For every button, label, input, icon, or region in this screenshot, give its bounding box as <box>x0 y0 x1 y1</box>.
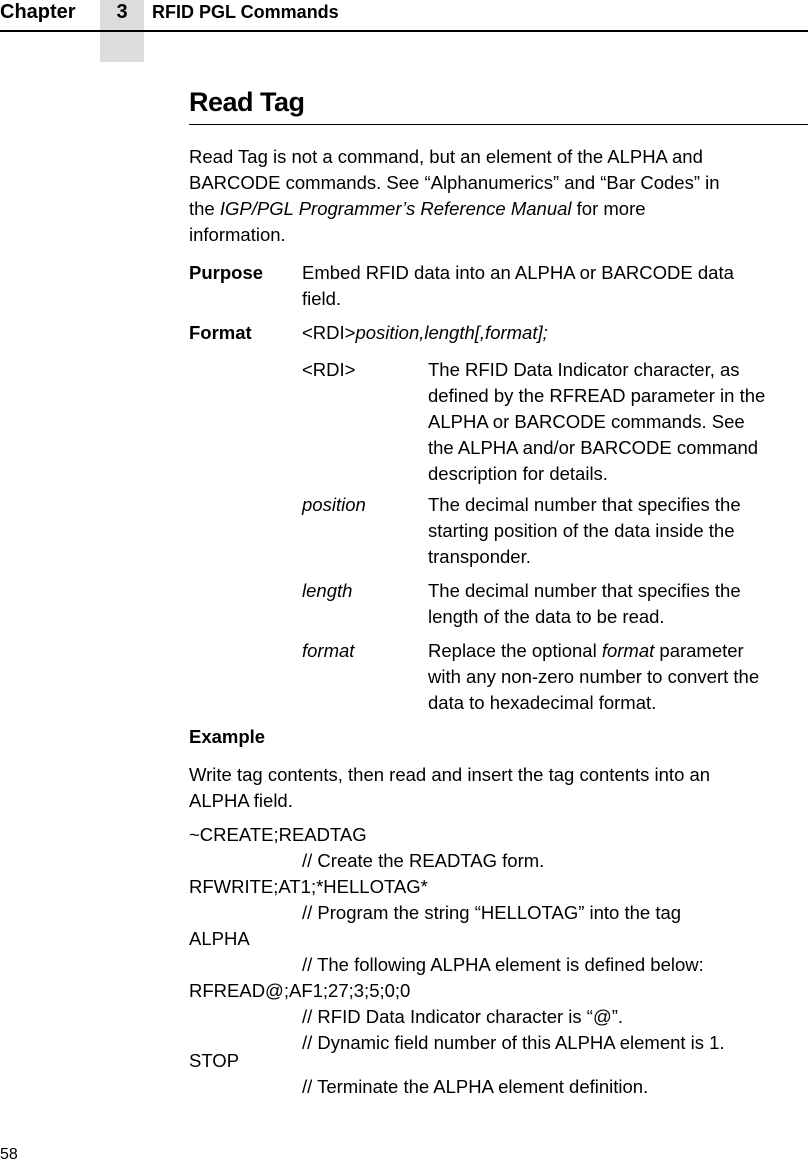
intro-line-4: information. <box>189 224 286 245</box>
code-comment: // Dynamic field number of this ALPHA element is 1. <box>302 1032 725 1053</box>
code-line: ALPHA <box>189 928 250 949</box>
manual-title: IGP/PGL Programmer’s Reference Manual <box>219 198 572 219</box>
code-comment: // Program the string “HELLOTAG” into the tag <box>302 902 682 923</box>
param-desc-line: defined by the RFREAD parameter in the <box>428 385 766 406</box>
intro-text: for more <box>571 198 646 219</box>
format-syntax <box>302 320 548 346</box>
purpose-label: Purpose <box>189 262 264 283</box>
example-desc-line-1: Write tag contents, then read and insert the tag contents into an <box>189 764 711 785</box>
code-line: STOP <box>189 1050 240 1071</box>
intro-text: the <box>189 198 220 219</box>
code-line: RFWRITE;AT1;*HELLOTAG* <box>189 876 428 897</box>
purpose-line-2: field. <box>302 288 342 309</box>
param-desc-line: ALPHA or BARCODE commands. See <box>428 411 745 432</box>
format-syntax-rdi: <RDI> <box>302 322 356 343</box>
param-name: length <box>302 580 353 601</box>
param-desc-line: starting position of the data inside the <box>428 520 735 541</box>
page-number: 58 <box>0 1146 18 1163</box>
code-line: RFREAD@;AF1;27;3;5;0;0 <box>189 980 411 1001</box>
section-title: Read Tag <box>189 87 305 117</box>
param-desc-line: data to hexadecimal format. <box>428 692 657 713</box>
param-desc-line: The decimal number that specifies the <box>428 580 741 601</box>
param-desc-text: Replace the optional <box>428 640 602 661</box>
chapter-number: 3 <box>116 1 128 23</box>
param-desc-line: The decimal number that specifies the <box>428 494 741 515</box>
code-line: ~CREATE;READTAG <box>189 824 367 845</box>
format-label: Format <box>189 322 252 343</box>
param-desc-line: length of the data to be read. <box>428 606 665 627</box>
param-desc-line: transponder. <box>428 546 531 567</box>
param-desc-line: the ALPHA and/or BARCODE command <box>428 437 759 458</box>
format-syntax-params: position,length[,format]; <box>355 322 548 343</box>
chapter-label: Chapter <box>0 1 76 23</box>
param-name: position <box>302 494 366 515</box>
param-desc-text: parameter <box>654 640 744 661</box>
section-rule <box>189 124 808 125</box>
param-desc-line: with any non-zero number to convert the <box>428 666 760 687</box>
param-name: format <box>302 640 355 661</box>
intro-line-2: BARCODE commands. See “Alphanumerics” and “Bar Codes” in <box>189 172 720 193</box>
param-desc-italic: format <box>601 640 655 661</box>
running-header-title: RFID PGL Commands <box>152 2 339 22</box>
example-label: Example <box>189 726 266 747</box>
header-rule <box>0 30 808 32</box>
code-comment: // The following ALPHA element is defined below: <box>302 954 704 975</box>
example-desc-line-2: ALPHA field. <box>189 790 293 811</box>
intro-line-1: Read Tag is not a command, but an element of the ALPHA and <box>189 146 703 167</box>
param-name: <RDI> <box>302 359 356 380</box>
param-desc-line <box>428 638 744 664</box>
code-comment: // Terminate the ALPHA element definition. <box>302 1076 649 1097</box>
intro-line-3 <box>189 196 646 222</box>
code-comment: // RFID Data Indicator character is “@”. <box>302 1006 624 1027</box>
param-desc-line: description for details. <box>428 463 608 484</box>
code-comment: // Create the READTAG form. <box>302 850 545 871</box>
param-desc-line: The RFID Data Indicator character, as <box>428 359 740 380</box>
purpose-line-1: Embed RFID data into an ALPHA or BARCODE data <box>302 262 734 283</box>
